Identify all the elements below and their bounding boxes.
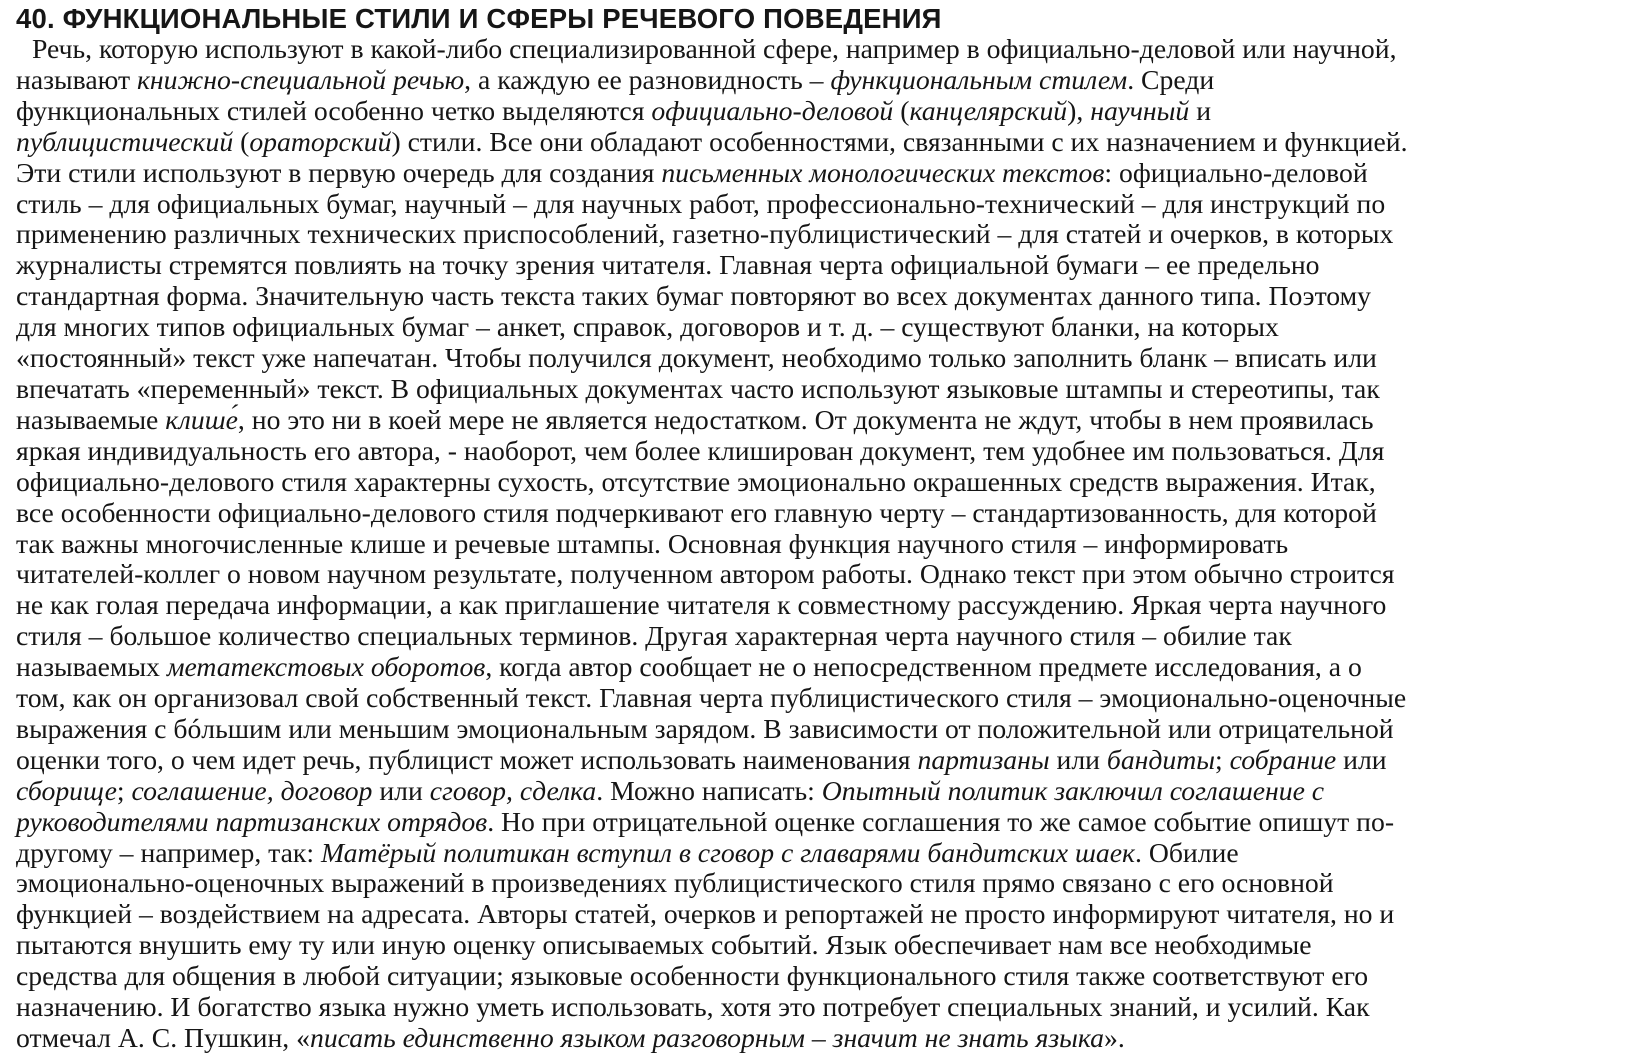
text-run: выражения с бóльшим или меньшим эмоциональным зарядом. В зависимости от положительной или отрицательной	[16, 712, 1394, 744]
text-run: и	[1189, 94, 1212, 126]
text-run: все особенности официально-делового стиля подчеркивают его главную черту – стандартизованность, для которой	[16, 496, 1377, 528]
text-run: ;	[1215, 743, 1230, 775]
text-line	[16, 621, 1620, 652]
text-run: впечатать «переменный» текст. В официальных документах часто используют языковые штампы и стереотипы, так	[16, 372, 1380, 404]
text-run: стиля – большое количество специальных терминов. Другая характерная черта научного стиля – обилие так	[16, 620, 1292, 652]
text-run: для многих типов официальных бумаг – анкет, справок, договоров и т. д. – существуют бланки, на которых	[16, 311, 1279, 343]
text-line	[16, 96, 1620, 127]
italic-term: метатекстовых оборотов	[166, 651, 486, 683]
italic-term: сборище	[16, 774, 117, 806]
text-run: ) стили. Все они обладают особенностями, связанными с их назначением и функцией.	[391, 125, 1408, 157]
text-run: яркая индивидуальность его автора, - наоборот, чем более клиширован документ, тем удобнее им пользоваться. Для	[16, 434, 1385, 466]
text-line	[16, 34, 1620, 65]
italic-term: публицистический	[16, 125, 234, 157]
text-line	[16, 1023, 1620, 1054]
text-run: ),	[1067, 94, 1091, 126]
text-line	[16, 436, 1620, 467]
text-line	[16, 683, 1620, 714]
text-line	[16, 652, 1620, 683]
text-line	[16, 343, 1620, 374]
text-run: том, как он организовал свой собственный текст. Главная черта публицистического стиля – эмоционально-оценочные	[16, 682, 1407, 714]
text-line	[16, 992, 1620, 1023]
italic-term: официально-деловой	[651, 94, 894, 126]
text-run: называемых	[16, 651, 167, 683]
italic-term: канцелярский	[909, 94, 1068, 126]
text-run: ».	[1104, 1022, 1125, 1053]
text-line	[16, 374, 1620, 405]
text-run: (	[893, 94, 910, 126]
italic-term: бандиты	[1106, 743, 1216, 775]
text-run: пытаются внушить ему ту или иную оценку описываемых событий. Язык обеспечивает нам все необходимые	[16, 929, 1312, 961]
text-run: или	[1336, 743, 1387, 775]
text-line	[16, 127, 1620, 158]
text-run: или	[372, 774, 430, 806]
text-run: или	[1049, 743, 1107, 775]
text-run: так важны многочисленные клише и речевые штампы. Основная функция научного стиля – информировать	[16, 527, 1289, 559]
italic-term: функциональным стилем	[830, 63, 1128, 95]
text-run: стандартная форма. Значительную часть текста таких бумаг повторяют во всех документах данного типа. Поэтому	[16, 280, 1371, 312]
text-run: средства для общения в любой ситуации; языковые особенности функционального стиля также соответствуют его	[16, 960, 1369, 992]
italic-term: писать единственно языком разговорным – значит не знать языка	[309, 1022, 1104, 1053]
text-line	[16, 961, 1620, 992]
italic-term: Опытный политик заключил соглашение с	[821, 774, 1325, 806]
italic-term: соглашение, договор	[131, 774, 373, 806]
text-run: . Обилие	[1135, 836, 1239, 868]
text-line	[16, 65, 1620, 96]
italic-term: ораторский	[249, 125, 392, 157]
text-run: Эти стили используют в первую очередь для создания	[16, 156, 662, 188]
text-line	[16, 868, 1620, 899]
text-line	[16, 807, 1620, 838]
text-run: не как голая передача информации, а как приглашение читателя к совместному рассуждению. Яркая черта научного	[16, 589, 1387, 621]
text-line	[16, 219, 1620, 250]
text-run: . Можно написать:	[596, 774, 822, 806]
text-run: эмоционально-оценочных выражений в произведениях публицистического стиля прямо связано с его основной	[16, 867, 1334, 899]
italic-term: собрание	[1229, 743, 1337, 775]
text-run: официально-делового стиля характерны сухость, отсутствие эмоционально окрашенных средств выражения. Итак,	[16, 465, 1376, 497]
text-line	[16, 745, 1620, 776]
text-line	[16, 405, 1620, 436]
italic-term: книжно-специальной речью	[136, 63, 465, 95]
text-line	[16, 930, 1620, 961]
text-run: функцией – воздействием на адресата. Авторы статей, очерков и репортажей не просто информируют читателя, но и	[16, 898, 1395, 930]
text-line	[16, 714, 1620, 745]
text-run: . Но при отрицательной оценке соглашения то же самое событие опишут по-	[487, 805, 1395, 837]
text-line	[16, 776, 1620, 807]
text-line	[16, 498, 1620, 529]
text-run: называют	[16, 63, 137, 95]
text-line	[16, 189, 1620, 220]
text-line	[16, 559, 1620, 590]
text-line	[16, 281, 1620, 312]
text-run: ;	[116, 774, 132, 806]
text-run: читателей-коллег о новом научном результате, полученном автором работы. Однако текст при этом обычно строится	[16, 558, 1395, 590]
text-line	[16, 158, 1620, 189]
text-run: журналисты стремятся повлиять на точку зрения читателя. Главная черта официальной бумаги – ее предельно	[16, 249, 1320, 281]
text-run: стиль – для официальных бумаг, научный – для научных работ, профессионально-технический – для инструкций по	[16, 187, 1386, 219]
italic-term: Матёрый политикан вступил в сговор с главарями бандитских шаек	[320, 836, 1135, 868]
text-run: «постоянный» текст уже напечатан. Чтобы получился документ, необходимо только заполнить бланк – вписать или	[16, 342, 1377, 374]
text-run: Речь, которую используют в какой-либо специализированной сфере, например в официально-деловой или научной,	[32, 33, 1397, 64]
text-line	[16, 312, 1620, 343]
text-run: , а каждую ее разновидность –	[464, 63, 831, 95]
italic-term: клише́	[165, 403, 238, 435]
italic-term: научный	[1090, 94, 1190, 126]
text-run: (	[233, 125, 250, 157]
text-run: другому – например, так:	[16, 836, 321, 868]
text-run: назначению. И богатство языка нужно уметь использовать, хотя это потребует специальных знаний, и усилий. Как	[16, 991, 1370, 1023]
text-run: оценки того, о чем идет речь, публицист может использовать наименования	[16, 743, 918, 775]
text-run: применению различных технических приспособлений, газетно-публицистический – для статей и очерков, в которых	[16, 218, 1394, 250]
text-line	[16, 899, 1620, 930]
text-run: функциональных стилей особенно четко выделяются	[16, 94, 652, 126]
text-run: . Среди	[1127, 63, 1215, 95]
text-run: называемые	[16, 403, 166, 435]
text-run: , когда автор сообщает не о непосредственном предмете исследования, а о	[485, 651, 1362, 683]
italic-term: сговор, сделка	[429, 774, 597, 806]
text-line	[16, 590, 1620, 621]
italic-term: письменных монологических текстов	[661, 156, 1105, 188]
text-line	[16, 467, 1620, 498]
text-line	[16, 250, 1620, 281]
text-run: : официально-деловой	[1104, 156, 1368, 188]
text-run: , но это ни в коей мере не является недостатком. От документа не ждут, чтобы в нем проявилась	[237, 403, 1374, 435]
text-run: отмечал А. С. Пушкин, «	[16, 1022, 310, 1053]
italic-term: партизаны	[917, 743, 1050, 775]
italic-term: руководителями партизанских отрядов	[16, 805, 488, 837]
text-line	[16, 529, 1620, 560]
page-title: 40. ФУНКЦИОНАЛЬНЫЕ СТИЛИ И СФЕРЫ РЕЧЕВОГО ПОВЕДЕНИЯ	[16, 3, 942, 34]
body-text	[16, 34, 1620, 1054]
text-line	[16, 838, 1620, 869]
